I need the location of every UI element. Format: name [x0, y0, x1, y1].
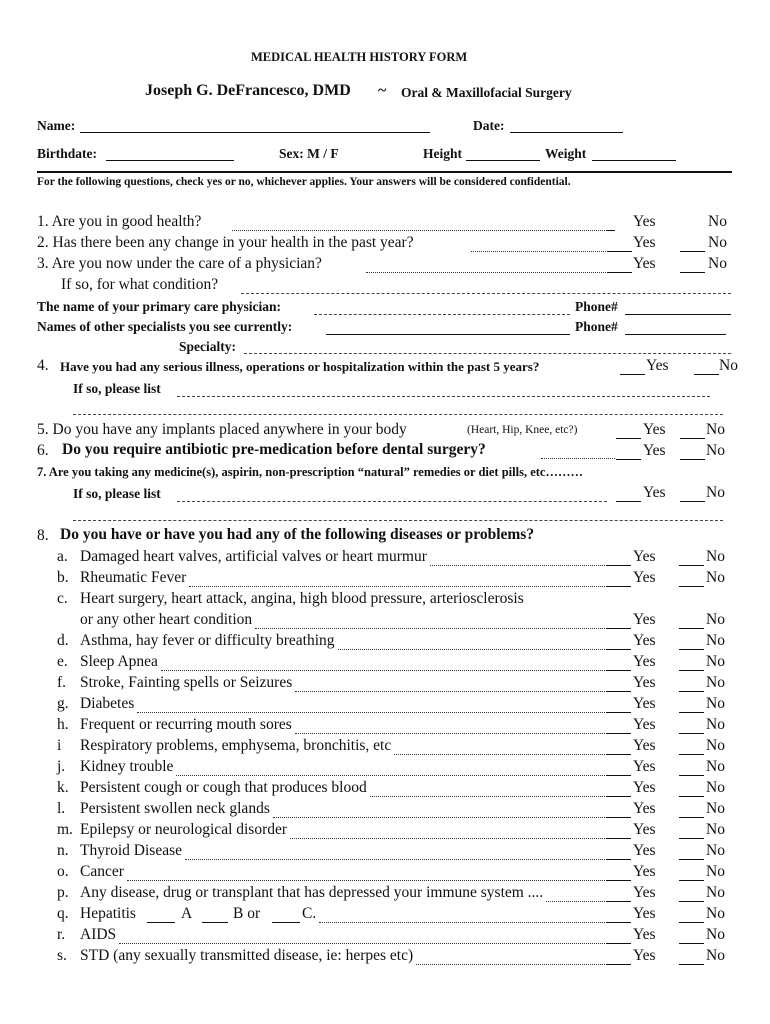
no-blank[interactable] — [679, 670, 704, 671]
yes-option[interactable]: Yes — [633, 737, 656, 754]
disease-item: Diabetes — [80, 695, 135, 712]
leader-dots — [137, 700, 605, 713]
yes-option[interactable]: Yes — [646, 357, 669, 374]
no-blank[interactable] — [680, 459, 705, 460]
condition-field[interactable] — [241, 293, 731, 294]
weight-label: Weight — [545, 146, 587, 161]
yes-blank[interactable] — [606, 670, 631, 671]
no-option[interactable]: No — [706, 800, 725, 817]
yes-blank[interactable] — [606, 733, 631, 734]
form-title: MEDICAL HEALTH HISTORY FORM — [251, 50, 468, 64]
leader-dots — [119, 931, 605, 944]
leader-dots — [290, 826, 605, 839]
yes-blank[interactable] — [606, 838, 631, 839]
yes-option[interactable]: Yes — [643, 421, 666, 438]
yes-blank[interactable] — [606, 859, 631, 860]
disease-letter: s. — [57, 947, 67, 964]
primary-care-label: The name of your primary care physician: — [37, 299, 281, 314]
practice-name: Oral & Maxillofacial Surgery — [401, 85, 572, 100]
no-option[interactable]: No — [706, 442, 725, 459]
no-blank[interactable] — [679, 922, 704, 923]
disease-item: Asthma, hay fever or difficulty breathing — [80, 632, 335, 649]
no-option[interactable]: No — [706, 611, 725, 628]
no-blank[interactable] — [679, 754, 704, 755]
specialist-phone-field[interactable] — [625, 334, 726, 335]
no-blank[interactable] — [679, 628, 704, 629]
primary-care-field[interactable] — [314, 314, 570, 315]
date-label: Date: — [473, 118, 505, 133]
yes-option[interactable]: Yes — [633, 653, 656, 670]
disease-letter: h. — [57, 716, 69, 733]
no-option[interactable]: No — [706, 548, 725, 565]
weight-field[interactable] — [592, 160, 676, 161]
yes-blank[interactable] — [616, 438, 641, 439]
no-option[interactable]: No — [706, 674, 725, 691]
question-3: 3. Are you now under the care of a physician? — [37, 255, 322, 272]
disease-letter: g. — [57, 695, 69, 712]
yes-option[interactable]: Yes — [633, 548, 656, 565]
yes-option[interactable]: Yes — [633, 800, 656, 817]
no-blank[interactable] — [679, 586, 704, 587]
specialty-label: Specialty: — [179, 339, 236, 354]
disease-letter: d. — [57, 632, 69, 649]
no-blank[interactable] — [679, 964, 704, 965]
leader-dots — [232, 218, 607, 231]
no-blank[interactable] — [679, 565, 704, 566]
yes-option[interactable]: Yes — [633, 947, 656, 964]
yes-blank[interactable] — [607, 251, 632, 252]
question-3-followup: If so, for what condition? — [61, 276, 219, 293]
leader-dots — [161, 658, 605, 671]
disease-letter: c. — [57, 590, 68, 607]
header-divider — [37, 171, 732, 173]
phone-label: Phone# — [575, 299, 618, 314]
question-7: 7. Are you taking any medicine(s), aspirin, non-prescription “natural” remedies or diet pills, etc……… — [37, 465, 583, 479]
no-option[interactable]: No — [706, 863, 725, 880]
instructions: For the following questions, check yes or no, whichever applies. Your answers will be considered confidential. — [37, 176, 571, 188]
leader-dots — [394, 742, 605, 755]
phone-label: Phone# — [575, 319, 618, 334]
specialty-field[interactable] — [244, 353, 731, 354]
disease-item: Kidney trouble — [80, 758, 174, 775]
no-blank[interactable] — [679, 838, 704, 839]
specialists-label: Names of other specialists you see currently: — [37, 319, 293, 334]
yes-blank[interactable] — [606, 901, 631, 902]
yes-blank[interactable] — [620, 374, 645, 375]
disease-item: Persistent cough or cough that produces blood — [80, 779, 367, 796]
yes-blank[interactable] — [606, 964, 631, 965]
question-4-followup: If so, please list — [73, 381, 161, 396]
no-option[interactable]: No — [706, 821, 725, 838]
no-option[interactable]: No — [708, 234, 727, 251]
medicine-list-field[interactable] — [73, 520, 723, 521]
height-field[interactable] — [466, 160, 540, 161]
no-blank[interactable] — [679, 817, 704, 818]
disease-letter: j. — [57, 758, 66, 775]
question-1: 1. Are you in good health? — [37, 213, 202, 230]
yes-blank[interactable] — [606, 817, 631, 818]
no-option[interactable]: No — [719, 357, 738, 374]
yes-blank[interactable] — [616, 501, 641, 502]
no-blank[interactable] — [679, 649, 704, 650]
no-option[interactable]: No — [706, 569, 725, 586]
header-tilde: ~ — [378, 82, 387, 99]
hepatitis-type-blank[interactable] — [147, 922, 175, 923]
hepatitis-type-label: C. — [302, 905, 317, 922]
height-label: Height — [423, 146, 462, 161]
no-blank[interactable] — [679, 901, 704, 902]
disease-item: Any disease, drug or transplant that has depressed your immune system .... — [80, 884, 544, 901]
disease-letter: b. — [57, 569, 69, 586]
question-2: 2. Has there been any change in your health in the past year? — [37, 234, 414, 251]
leader-dots — [319, 910, 605, 923]
yes-blank[interactable] — [606, 943, 631, 944]
yes-option[interactable]: Yes — [633, 884, 656, 901]
yes-option[interactable]: Yes — [643, 484, 666, 501]
disease-letter: e. — [57, 653, 68, 670]
hepatitis-type-blank[interactable] — [202, 922, 228, 923]
yes-blank[interactable] — [606, 649, 631, 650]
question-4-number: 4. — [37, 357, 49, 374]
leader-dots — [370, 784, 605, 797]
no-blank[interactable] — [679, 712, 704, 713]
leader-dots — [471, 239, 606, 252]
disease-item: Heart surgery, heart attack, angina, high blood pressure, arteriosclerosis — [80, 590, 524, 607]
leader-dots — [416, 952, 605, 965]
no-option[interactable]: No — [706, 484, 725, 501]
yes-blank[interactable] — [607, 272, 632, 273]
yes-blank[interactable] — [606, 775, 631, 776]
disease-item: STD (any sexually transmitted disease, ie: herpes etc) — [80, 947, 414, 964]
disease-item: or any other heart condition — [80, 611, 253, 628]
no-blank[interactable] — [680, 438, 705, 439]
question-5: 5. Do you have any implants placed anywhere in your body — [37, 421, 407, 438]
disease-item: Persistent swollen neck glands — [80, 800, 270, 817]
question-4: Have you had any serious illness, operations or hospitalization within the past 5 years? — [60, 359, 540, 374]
hepatitis-type-blank[interactable] — [272, 922, 300, 923]
disease-item: Thyroid Disease — [80, 842, 183, 859]
leader-dots — [295, 679, 605, 692]
yes-option[interactable]: Yes — [633, 758, 656, 775]
yes-option[interactable]: Yes — [633, 779, 656, 796]
no-blank[interactable] — [680, 501, 705, 502]
yes-blank[interactable] — [606, 586, 631, 587]
no-option[interactable]: No — [706, 842, 725, 859]
yes-blank[interactable] — [606, 922, 631, 923]
no-option[interactable]: No — [706, 421, 725, 438]
no-option[interactable]: No — [706, 926, 725, 943]
disease-letter: q. — [57, 905, 69, 922]
yes-option[interactable]: Yes — [633, 863, 656, 880]
yes-option[interactable]: Yes — [633, 695, 656, 712]
yes-blank[interactable] — [606, 880, 631, 881]
disease-item: Frequent or recurring mouth sores — [80, 716, 292, 733]
no-blank[interactable] — [679, 943, 704, 944]
leader-dots — [176, 763, 605, 776]
question-6: Do you require antibiotic pre-medication before dental surgery? — [62, 441, 486, 458]
list-field[interactable] — [73, 414, 723, 415]
yes-blank[interactable] — [607, 230, 615, 231]
yes-option[interactable]: Yes — [633, 213, 656, 230]
no-blank[interactable] — [679, 775, 704, 776]
no-option[interactable]: No — [706, 947, 725, 964]
yes-blank[interactable] — [606, 691, 631, 692]
no-blank[interactable] — [679, 880, 704, 881]
no-option[interactable]: No — [708, 213, 727, 230]
leader-dots — [255, 616, 605, 629]
no-option[interactable]: No — [706, 884, 725, 901]
disease-item: Epilepsy or neurological disorder — [80, 821, 288, 838]
leader-dots — [338, 637, 605, 650]
no-option[interactable]: No — [708, 255, 727, 272]
yes-option[interactable]: Yes — [633, 926, 656, 943]
no-option[interactable]: No — [706, 758, 725, 775]
disease-letter: i — [57, 737, 62, 754]
disease-item: AIDS — [80, 926, 117, 943]
leader-dots — [430, 553, 605, 566]
disease-item: Cancer — [80, 863, 124, 880]
no-blank[interactable] — [694, 374, 719, 375]
yes-option[interactable]: Yes — [633, 611, 656, 628]
doctor-name: Joseph G. DeFrancesco, DMD — [145, 82, 351, 99]
no-blank[interactable] — [680, 272, 705, 273]
medicine-list-field[interactable] — [177, 501, 607, 502]
no-option[interactable]: No — [706, 695, 725, 712]
disease-item: Hepatitis — [80, 905, 136, 922]
hepatitis-type-label: B or — [233, 905, 261, 922]
hepatitis-type-label: A — [181, 905, 193, 922]
yes-option[interactable]: Yes — [633, 632, 656, 649]
no-blank[interactable] — [679, 859, 704, 860]
yes-option[interactable]: Yes — [633, 255, 656, 272]
question-8: Do you have or have you had any of the following diseases or problems? — [60, 526, 535, 543]
leader-dots — [185, 847, 605, 860]
disease-letter: p. — [57, 884, 69, 901]
disease-letter: l. — [57, 800, 66, 817]
leader-dots — [189, 574, 605, 587]
disease-letter: f. — [57, 674, 67, 691]
disease-letter: m. — [57, 821, 73, 838]
name-label: Name: — [37, 118, 76, 133]
no-option[interactable]: No — [706, 905, 725, 922]
no-option[interactable]: No — [706, 653, 725, 670]
yes-option[interactable]: Yes — [633, 905, 656, 922]
yes-blank[interactable] — [616, 459, 641, 460]
leader-dots — [541, 446, 615, 459]
yes-option[interactable]: Yes — [633, 842, 656, 859]
disease-item: Rheumatic Fever — [80, 569, 187, 586]
disease-item: Sleep Apnea — [80, 653, 158, 670]
yes-option[interactable]: Yes — [643, 442, 666, 459]
yes-option[interactable]: Yes — [633, 716, 656, 733]
yes-option[interactable]: Yes — [633, 569, 656, 586]
question-6-number: 6. — [37, 442, 49, 459]
yes-blank[interactable] — [606, 628, 631, 629]
birthdate-label: Birthdate: — [37, 146, 97, 161]
disease-item: Stroke, Fainting spells or Seizures — [80, 674, 293, 691]
yes-option[interactable]: Yes — [633, 821, 656, 838]
yes-blank[interactable] — [606, 796, 631, 797]
primary-phone-field[interactable] — [625, 314, 731, 315]
disease-letter: a. — [57, 548, 68, 565]
no-option[interactable]: No — [706, 737, 725, 754]
yes-blank[interactable] — [606, 754, 631, 755]
leader-dots — [127, 868, 605, 881]
no-blank[interactable] — [679, 691, 704, 692]
disease-letter: k. — [57, 779, 69, 796]
leader-dots — [366, 260, 606, 273]
birthdate-field[interactable] — [106, 160, 234, 161]
leader-dots — [295, 721, 605, 734]
disease-item: Damaged heart valves, artificial valves or heart murmur — [80, 548, 427, 565]
no-option[interactable]: No — [706, 632, 725, 649]
yes-option[interactable]: Yes — [633, 674, 656, 691]
disease-letter: n. — [57, 842, 69, 859]
yes-blank[interactable] — [606, 712, 631, 713]
question-5-examples: (Heart, Hip, Knee, etc?) — [467, 424, 578, 436]
date-field[interactable] — [510, 132, 623, 133]
yes-option[interactable]: Yes — [633, 234, 656, 251]
no-blank[interactable] — [679, 733, 704, 734]
disease-letter: o. — [57, 863, 69, 880]
question-7-followup: If so, please list — [73, 486, 161, 501]
specialists-field[interactable] — [326, 334, 570, 335]
no-blank[interactable] — [680, 251, 705, 252]
no-option[interactable]: No — [706, 779, 725, 796]
no-blank[interactable] — [679, 796, 704, 797]
leader-dots — [273, 805, 605, 818]
yes-blank[interactable] — [606, 565, 631, 566]
disease-letter: r. — [57, 926, 66, 943]
leader-dots — [546, 889, 605, 902]
sex-label[interactable]: Sex: M / F — [279, 146, 339, 161]
no-option[interactable]: No — [706, 716, 725, 733]
list-field[interactable] — [177, 396, 710, 397]
question-8-number: 8. — [37, 527, 49, 544]
name-field[interactable] — [80, 132, 430, 133]
disease-item: Respiratory problems, emphysema, bronchitis, etc — [80, 737, 392, 754]
